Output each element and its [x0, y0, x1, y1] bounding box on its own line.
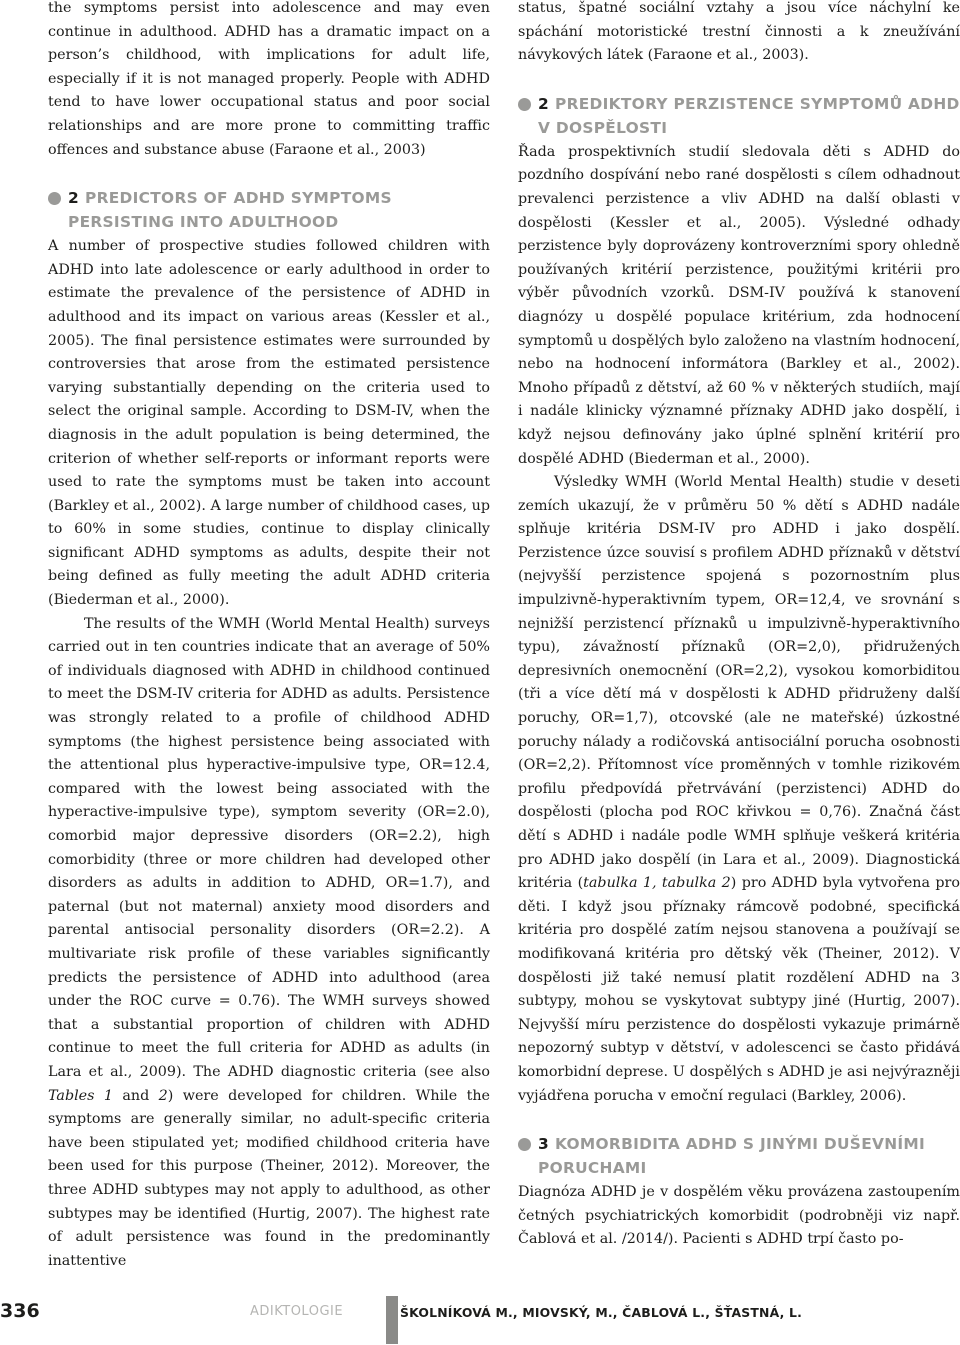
en-paragraph-studies: A number of prospective studies followed children with ADHD into late adolescence or early adulthood in order to estimate the prevalence of the persistence of ADHD in adulthood and its impact on various areas (Kessler et al., 2005). The final persistence estimates were surrounded by controversies that arose from the estimated persistence varying substantially depending on the criteria used to select the original sample. According to DSM-IV, when the diagnosis in the adult population is being determined, the criterion of whether self-reports or informant reports were used to rate the symptoms must be taken into account (Barkley et al., 2002). A large number of childhood cases, up to 60% in some studies, continue to display clinically significant ADHD symptoms as adults, despite their not being defined as fully meeting the adult ADHD criteria (Biederman et al., 2000). [48, 238, 490, 609]
page-footer [0, 1296, 960, 1344]
en-paragraph-wmh [48, 613, 490, 1274]
en-tables-ref: Tables 1 [48, 1087, 113, 1104]
page-number: 336 [0, 1300, 40, 1322]
heading-text: PREDIKTORY PERZISTENCE SYMPTOMŮ ADHD V DOSPĚLOSTI [538, 94, 960, 137]
cz-heading-komorbidita [518, 1132, 960, 1180]
en-table-2-ref: 2 [158, 1087, 168, 1104]
authors-line: ŠKOLNÍKOVÁ M., MIOVSKÝ, M., ČABLOVÁ L., ŠŤASTNÁ, L. [400, 1305, 803, 1320]
bullet-icon [48, 192, 61, 205]
en-wmh-text-b: and [112, 1087, 159, 1104]
bullet-icon [518, 1138, 531, 1151]
footer-divider-bar [386, 1296, 398, 1344]
heading-text: PREDICTORS OF ADHD SYMPTOMS PERSISTING INTO ADULTHOOD [68, 189, 392, 232]
journal-name: ADIKTOLOGIE [250, 1304, 344, 1319]
english-column [48, 0, 490, 1273]
czech-column [518, 0, 960, 1252]
cz-paragraph-wmh [518, 471, 960, 1108]
heading-number: 2 [68, 189, 80, 208]
en-paragraph-intro: the symptoms persist into adolescence and may even continue in adulthood. ADHD has a dramatic impact on a person’s childhood, with implications for adult life, especially if it is not managed properly. People with ADHD tend to have lower occupational status and poor social relationships and are more prone to committing traffic offences and substance abuse (Faraone et al., 2003) [48, 0, 490, 158]
cz-wmh-text-b: ) pro ADHD byla vytvořena pro děti. I když jsou příznaky rámcově podobné, specifická kritéria pro dospělé zatím nejsou stanovena a používají se modifikovaná kritéria pro dětský věk (Theiner, 2012). V dospělosti již také nemusí platit rozdělení ADHD na 3 subtypy, mohou se vyskytovat subtypy jiné (Hurtig, 2007). Nejvyšší míru perzistence do dospělosti vykazuje primárně nepozorný subtyp v dětství, v adolescenci se často přidává komorbidní deprese. U dospělých s ADHD je asi nejvýrazněji vyjádřena porucha v emoční regulaci (Barkley, 2006). [518, 875, 960, 1104]
en-heading-predictors [48, 186, 490, 234]
cz-paragraph-studie: Řada prospektivních studií sledovala děti s ADHD do pozdního dospívání nebo rané dospělosti s cílem odhadnout prevalenci perzistence a vliv ADHD na další oblasti v dospělosti (Kessler et al., 2005). Výsledné odhady perzistence byly doprovázeny kontroverzními spory ohledně používaných kritérií perzistence, použitými kritérii pro výběr původních vzorků. DSM-IV používá k stanovení diagnózy u dospělé populace kritérium, zda hodnocení symptomů u dospělých bylo založeno na vlastním hodnocení, nebo na hodnocení informátora (Barkley et al., 2002). Mnoho případů z dětství, až 60 % v některých studiích, mají i nadále klinicky významné příznaky ADHD jako dospělí, i když nejsou definovány jako úplné splnění kritérií pro dospělé ADHD (Biederman et al., 2000). [518, 143, 960, 467]
cz-wmh-text-a: Výsledky WMH (World Mental Health) studie v deseti zemích ukazují, že v průměru 50 % dětí s ADHD nadále splňuje kritéria DSM-IV pro ADHD i jako dospělí. Perzistence úzce souvisí s profilem ADHD příznaků v dětství (nejvyšší perzistence spojená s pozornostním plus impulzivně-hyperaktivním typem, OR=12,4, ve srovnání s nejnižší perzistencí příznaků u impulzivně-hyperaktivního typu), závažností příznaků (OR=2,0), přidružených depresivních onemocnění (OR=2,2), vysokou komorbiditou (tři a více dětí má v dospělosti k ADHD přidruženy další poruchy, OR=1,7), otcovské (ale ne mateřské) úzkostné poruchy nálady a rodičovská antisociální porucha osobnosti (OR=2,2). Přítomnost více proměnných v tomhle rizikovém profilu předpovídá přetrvávání (perzistenci) ADHD do dospělosti (plocha pod ROC křivkou = 0,76). Značná část dětí s ADHD i nadále podle WMH splňuje veškerá kritéria pro ADHD jako dospělí (in Lara et al., 2009). Diagnostická kritéria ( [518, 474, 960, 892]
en-wmh-text-a: The results of the WMH (World Mental Health) surveys carried out in ten countries indicate that an average of 50% of individuals diagnosed with ADHD in childhood continued to meet the DSM-IV criteria for ADHD as adults. Persistence was strongly related to a profile of childhood ADHD symptoms (the highest persistence being associated with the attentional plus hyperactive-impulsive type, OR=12.4, compared with the lowest being associated with the hyperactive-impulsive type), symptom severity (OR=2.0), comorbid major depressive disorders (OR=2.2), high comorbidity (three or more children had developed other disorders as adults in addition to ADHD, OR=1.7), and paternal (but not maternal) anxiety mood disorders and parental antisocial personality disorders (OR=2.2). A multivariate risk profile of these variables significantly predicts the persistence of ADHD into adulthood (area under the ROC curve = 0.76). The WMH surveys showed that a substantial proportion of children with ADHD continue to meet the full criteria for ADHD as adults (in Lara et al., 2009). The ADHD diagnostic criteria (see also [48, 615, 490, 1080]
en-wmh-text-c: ) were developed for children. While the symptoms are generally similar, no adult-specific criteria have been stipulated yet; modified childhood criteria have been used for this purpose (Theiner, 2012). Moreover, the three ADHD subtypes may not apply to adulthood, as other subtypes may be identified (Hurtig, 2007). The highest rate of adult persistence was found in the predominantly inattentive [48, 1087, 490, 1269]
bullet-icon [518, 98, 531, 111]
heading-number: 2 [538, 94, 550, 113]
cz-paragraph-intro: status, špatné sociální vztahy a jsou více náchylní ke spáchání motoristické trestní činnosti a k zneužívání návykových látek (Faraone et al., 2003). [518, 0, 960, 64]
heading-text: KOMORBIDITA ADHD S JINÝMI DUŠEVNÍMI PORUCHAMI [538, 1135, 926, 1178]
cz-paragraph-komorbidita: Diagnóza ADHD je v dospělém věku provázena zastoupením četných psychiatrických komorbidit (podrobněji viz např. Čablová et al. /2014/). Pacienti s ADHD trpí často po- [518, 1184, 960, 1248]
heading-number: 3 [538, 1135, 550, 1154]
cz-tables-ref: tabulka 1, tabulka 2 [583, 875, 731, 892]
cz-heading-prediktory [518, 92, 960, 140]
